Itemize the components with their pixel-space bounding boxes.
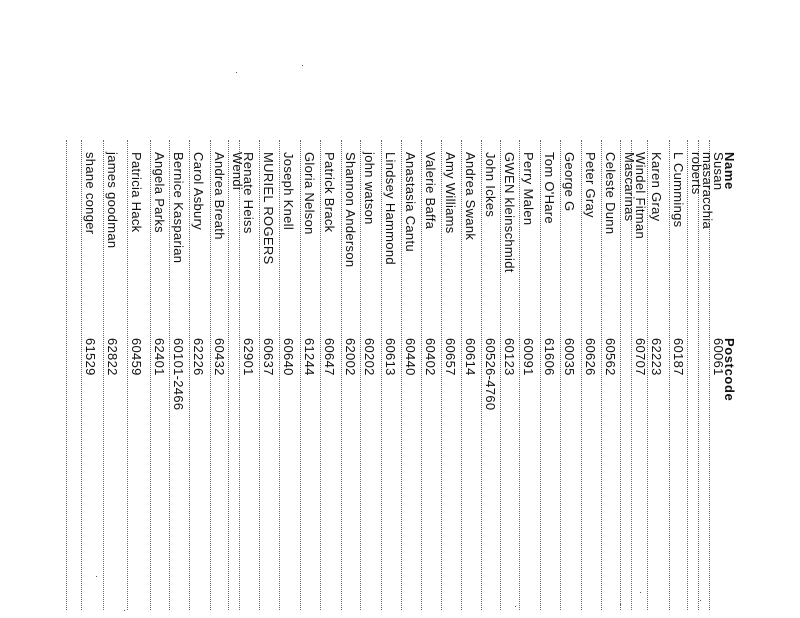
row-name: Mascarinas: [622, 152, 637, 222]
row-name: Patrick Brack: [322, 152, 337, 233]
row-postcode: 60613: [383, 338, 398, 376]
row-leader: [669, 140, 670, 610]
row-postcode: 60562: [603, 338, 618, 376]
row-name: Amy Williams: [443, 152, 458, 234]
row-postcode: 61529: [83, 338, 98, 376]
row-name: james goodman: [105, 152, 120, 249]
row-leader: [540, 140, 541, 610]
row-name: john watson: [362, 152, 377, 225]
row-leader: [150, 140, 151, 610]
scan-speck: [515, 606, 516, 607]
row-postcode: 60432: [212, 338, 227, 376]
row-name: Angela Parks: [152, 152, 167, 233]
row-leader: [239, 140, 240, 610]
row-name: Bernice Kasparian: [171, 152, 186, 264]
row-postcode: 60707: [633, 338, 648, 376]
row-name: roberts: [689, 152, 704, 195]
scan-speck: [640, 592, 641, 593]
row-leader: [620, 140, 621, 610]
row-name: masaracchia: [700, 152, 715, 229]
scan-speck: [620, 604, 621, 605]
row-leader: [441, 140, 442, 610]
row-postcode: 62223: [649, 338, 664, 376]
row-leader: [500, 140, 501, 610]
row-leader: [169, 140, 170, 610]
header-postcode: Postcode: [722, 338, 737, 402]
row-name: Celeste Dunn: [603, 152, 618, 235]
row-postcode: 60459: [129, 338, 144, 376]
row-name: Anastasia Cantu: [403, 152, 418, 252]
row-postcode: 60637: [261, 338, 276, 376]
row-postcode: 60647: [322, 338, 337, 376]
row-leader: [189, 140, 190, 610]
row-name: GWEN kleinschmidt: [502, 152, 517, 273]
row-postcode: 60640: [281, 338, 296, 376]
row-leader: [259, 140, 260, 610]
row-leader: [581, 140, 582, 610]
row-leader: [127, 140, 128, 610]
row-leader: [519, 140, 520, 610]
row-name: Lindsey Hammond: [383, 152, 398, 265]
scan-speck: [700, 600, 701, 601]
row-leader: [300, 140, 301, 610]
row-postcode: 60061: [711, 338, 726, 376]
row-postcode: 60402: [423, 338, 438, 376]
row-postcode: 62901: [241, 338, 256, 376]
row-postcode: 60614: [463, 338, 478, 376]
row-name: Karen Gray: [649, 152, 664, 222]
row-postcode: 62401: [152, 338, 167, 376]
row-postcode: 60091: [521, 338, 536, 376]
row-name: Carol Asbury: [191, 152, 206, 231]
scan-speck: [236, 72, 237, 73]
row-postcode: 60526-4760: [483, 338, 498, 411]
row-name: John Ickes: [483, 152, 498, 218]
row-leader: [228, 140, 229, 610]
row-leader: [381, 140, 382, 610]
row-leader: [481, 140, 482, 610]
row-name: L Cummings: [671, 152, 686, 228]
row-postcode: 60626: [583, 338, 598, 376]
row-postcode: 60202: [362, 338, 377, 376]
row-name: Peter Gray: [583, 152, 598, 218]
row-name: Shannon Anderson: [343, 152, 358, 268]
header-name: Name: [722, 152, 737, 190]
row-name: Susan: [711, 152, 726, 191]
row-postcode: 60101-2466: [171, 338, 186, 411]
row-leader: [210, 140, 211, 610]
row-leader: [279, 140, 280, 610]
row-name: Andrea Swank: [463, 152, 478, 241]
row-postcode: 61244: [302, 338, 317, 376]
row-name: George G: [562, 152, 577, 212]
scan-speck: [124, 610, 125, 611]
row-leader: [401, 140, 402, 610]
row-leader: [320, 140, 321, 610]
scan-speck: [96, 576, 97, 577]
row-leader: [421, 140, 422, 610]
row-name: Wendi: [230, 152, 245, 191]
row-name: MURIEL ROGERS: [261, 152, 276, 265]
row-postcode: 62002: [343, 338, 358, 376]
row-name: Gloria Nelson: [302, 152, 317, 235]
scan-speck: [302, 65, 303, 66]
row-postcode: 62226: [191, 338, 206, 376]
row-leader: [103, 140, 104, 610]
row-leader: [461, 140, 462, 610]
row-name: Tom O'Hare: [542, 152, 557, 224]
row-postcode: 60035: [562, 338, 577, 376]
row-postcode: 60440: [403, 338, 418, 376]
row-leader: [560, 140, 561, 610]
row-postcode: 60657: [443, 338, 458, 376]
row-name: Perry Malen: [521, 152, 536, 226]
row-leader: [81, 140, 82, 610]
row-postcode: 60187: [671, 338, 686, 376]
row-name: Renate Heiss: [241, 152, 256, 234]
row-postcode: 61606: [542, 338, 557, 376]
row-leader: [687, 140, 688, 610]
row-leader: [341, 140, 342, 610]
row-name: shane conger: [83, 152, 98, 235]
row-name: Patricia Hack: [129, 152, 144, 233]
edge-leader: [66, 140, 67, 610]
row-name: Valerie Baffa: [423, 152, 438, 230]
row-name: Andrea Breath: [212, 152, 227, 240]
row-leader: [360, 140, 361, 610]
row-name: Joseph Knell: [281, 152, 296, 231]
row-postcode: 62822: [105, 338, 120, 376]
row-name: Windel Fitman: [633, 152, 648, 239]
row-leader: [698, 140, 699, 610]
row-leader: [601, 140, 602, 610]
row-postcode: 60123: [502, 338, 517, 376]
